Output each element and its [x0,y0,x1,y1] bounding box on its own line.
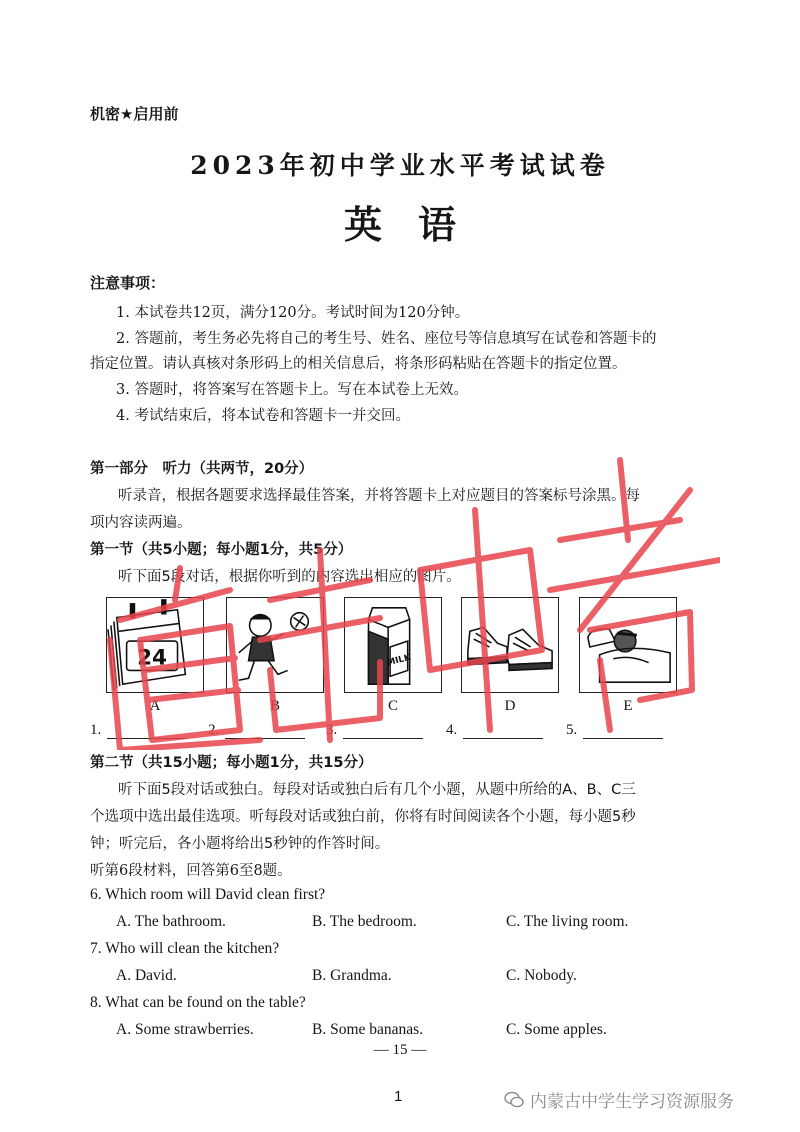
material-note: 听第6段材料，回答第6至8题。 [90,863,292,879]
notice-line: 1. 本试卷共12页，满分120分。考试时间为120分钟。 [116,305,470,321]
question-7: 7. Who will clean the kitchen? [90,940,280,957]
option-a: A. The bathroom. [116,913,226,930]
part1-instruction: 听录音，根据各题要求选择最佳答案，并将答题卡上对应题目的答案标号涂黑。每 [118,488,640,504]
answer-blank: 3. [326,722,423,739]
picture-c-milk [344,597,442,693]
part1-heading: 第一部分 听力（共两节，20分） [90,461,314,477]
calendar-icon [107,598,203,692]
svg-text:MILK: MILK [385,652,412,669]
sneakers-icon [462,598,558,692]
answer-blank: 1. [90,722,187,739]
exam-title: 2023年初中学业水平考试试卷 [190,151,610,180]
page-indicator: — 15 — [373,1042,427,1058]
answer-blank: 4. [446,722,543,739]
picture-label: E [623,698,633,714]
answer-blank: 2. [208,722,305,739]
option-c: C. Nobody. [506,967,577,984]
question-8: 8. What can be found on the table? [90,994,306,1011]
option-c: C. Some apples. [506,1021,607,1038]
option-b: B. Some bananas. [312,1021,424,1038]
option-a: A. David. [116,967,177,984]
sick-in-bed-icon [580,598,676,692]
picture-label: C [387,698,398,714]
wechat-icon [504,1091,524,1109]
picture-label: B [269,698,280,714]
answer-blank: 5. [566,722,663,739]
notice-line: 指定位置。请认真核对条形码上的相关信息后，将条形码粘贴在答题卡的指定位置。 [90,356,627,372]
picture-a-calendar [106,597,204,693]
page-number: 1 [394,1088,403,1105]
milk-carton-icon [345,598,441,692]
notice-line: 3. 答题时，将答案写在答题卡上。写在本试卷上无效。 [116,382,468,398]
picture-e-sick [579,597,677,693]
option-a: A. Some strawberries. [116,1021,254,1038]
question-6: 6. Which room will David clean first? [90,886,326,903]
subject-title: 英语 [343,202,492,247]
section1-instruction: 听下面5段对话，根据你听到的内容选出相应的图片。 [118,569,461,585]
section2-instruction: 钟；听完后，各小题将给出5秒钟的作答时间。 [90,836,390,852]
option-b: B. The bedroom. [312,913,417,930]
confidential-mark: 机密★启用前 [90,105,179,123]
picture-label: A [149,698,161,714]
option-c: C. The living room. [506,913,629,930]
picture-d-sneakers [461,597,559,693]
notice-line: 2. 答题前，考生务必先将自己的考生号、姓名、座位号等信息填写在试卷和答题卡的 [116,331,657,347]
section2-instruction: 个选项中选出最佳选项。听每段对话或独白前，你将有时间阅读各个小题，每小题5秒 [90,809,636,825]
part1-instruction: 项内容读两遍。 [90,515,192,531]
section2-heading: 第二节（共15小题；每小题1分，共15分） [90,755,373,771]
wechat-source: 内蒙古中学生学习资源服务 [504,1087,734,1112]
section1-heading: 第一节（共5小题；每小题1分，共5分） [90,542,353,558]
section2-instruction: 听下面5段对话或独白。每段对话或独白后有几个小题，从题中所给的A、B、C三 [118,782,636,798]
picture-label: D [504,698,516,714]
boy-football-icon [227,598,323,692]
option-b: B. Grandma. [312,967,392,984]
notice-line: 4. 考试结束后，将本试卷和答题卡一并交回。 [116,408,410,424]
svg-text:24: 24 [137,645,168,671]
picture-b-football [226,597,324,693]
notice-heading: 注意事项： [90,274,166,292]
